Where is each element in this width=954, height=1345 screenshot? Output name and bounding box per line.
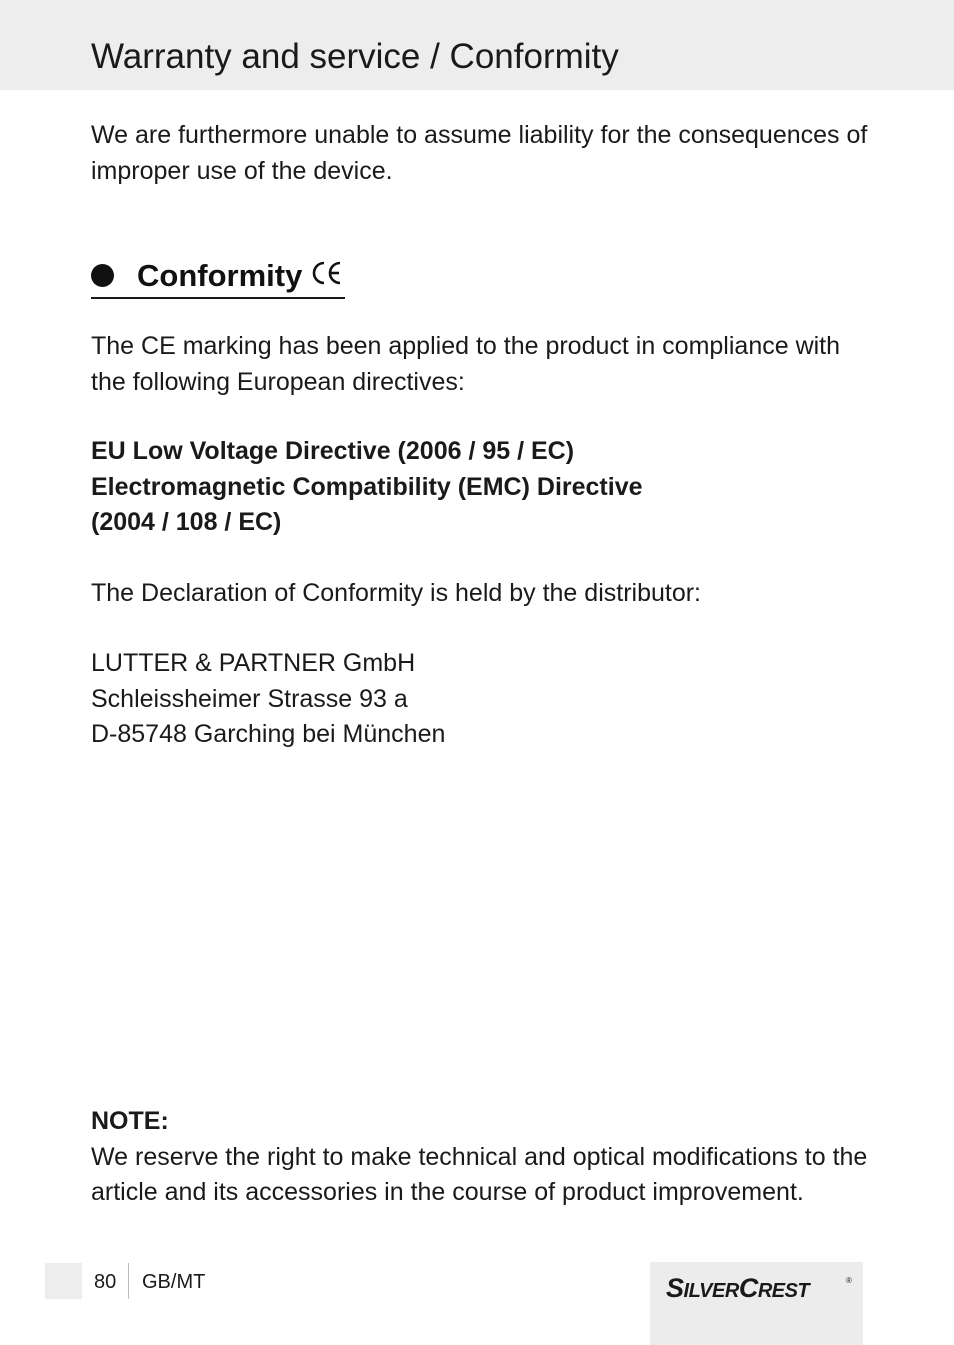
conformity-heading	[91, 253, 345, 299]
directives-list	[91, 434, 881, 541]
directive-line: Electromagnetic Compatibility (EMC) Directive	[91, 472, 643, 501]
note-label: NOTE:	[91, 1107, 169, 1135]
footer-divider	[128, 1263, 129, 1299]
address-line-company: LUTTER & PARTNER GmbH	[91, 649, 416, 677]
page-number: 80	[94, 1271, 117, 1293]
ce-mark-icon	[311, 260, 343, 291]
brand-box	[650, 1262, 863, 1345]
directive-line: EU Low Voltage Directive (2006 / 95 / EC)	[91, 437, 575, 465]
language-code: GB/MT	[142, 1271, 206, 1293]
svg-text:®: ®	[846, 1276, 852, 1285]
note-block	[91, 1104, 881, 1211]
distributor-address	[91, 646, 881, 753]
silvercrest-logo	[666, 1269, 856, 1303]
directive-line: (2004 / 108 / EC)	[91, 508, 282, 536]
footer-marker	[45, 1263, 82, 1299]
address-line-street: Schleissheimer Strasse 93 a	[91, 684, 408, 713]
svg-text:SILVERCREST: SILVERCREST	[666, 1273, 810, 1303]
bullet-icon	[91, 264, 114, 287]
conformity-heading-text: Conformity	[137, 257, 303, 293]
address-line-city: D-85748 Garching bei München	[91, 720, 446, 748]
intro-paragraph: We are furthermore unable to assume liability for the consequences of improper use of the device.	[91, 121, 868, 185]
ce-marking-paragraph: The CE marking has been applied to the product in compliance with the following European directives:	[91, 332, 841, 396]
declaration-paragraph: The Declaration of Conformity is held by the distributor:	[91, 579, 701, 607]
note-text: We reserve the right to make technical and optical modifications to the article and its accessories in the course of product improvement.	[91, 1142, 868, 1206]
page-title: Warranty and service / Conformity	[91, 37, 619, 76]
